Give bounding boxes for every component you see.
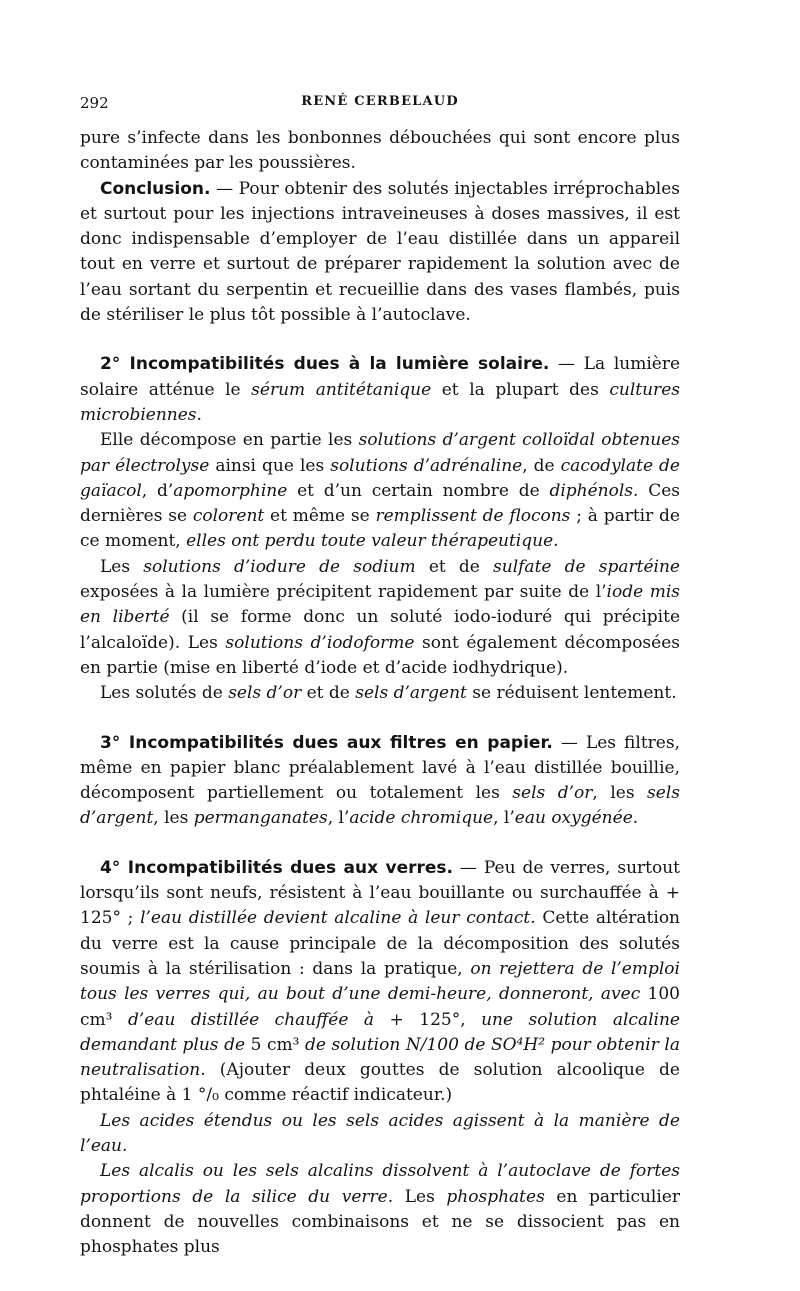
text-run: , de xyxy=(522,455,561,476)
text-run: Les xyxy=(393,1186,447,1207)
text-run: — La lumière solaire atténue le xyxy=(80,354,681,400)
italic-run: sels d’or xyxy=(512,783,593,804)
heading-conclusion: Conclusion. xyxy=(100,178,211,199)
italic-run: Les acides étendus ou les sels acides agissent à la manière de l’eau. xyxy=(80,1110,680,1156)
paragraph-continuation: pure s’infecte dans les bonbonnes débouchées qui sont encore plus contaminées par les poussières. xyxy=(80,128,680,174)
section-4-number: 4° xyxy=(100,857,121,878)
italic-run: solutions d’iodure de sodium xyxy=(143,556,416,577)
text-run: Les solutés de xyxy=(100,683,229,704)
body-text xyxy=(80,126,680,1260)
section-3-heading xyxy=(100,733,553,753)
text-run: — Les filtres, même en papier blanc préalablement lavé à l’eau distillée bouillie, décomposent partiellement ou totalement les xyxy=(80,732,680,804)
italic-run: Les alcalis ou les sels alcalins dissolvent à l’autoclave de fortes proportions de la silice du verre. xyxy=(80,1161,680,1207)
italic-run: iode mis en liberté xyxy=(80,582,680,628)
text-run: , l’ xyxy=(493,808,515,829)
section-2-paragraph-d xyxy=(80,681,680,706)
italic-run: apomorphine xyxy=(173,480,288,501)
italic-run: l’eau distillée devient alcaline à leur contact. xyxy=(140,908,536,929)
conclusion-text: — Pour obtenir des solutés injectables irréprochables et surtout pour les injections intraveineuses à doses massives, il est donc indispensable d’employer de l’eau distillée dans un appareil tout en verre et surtout de préparer rapidement la solution avec de l’eau sortant du serpentin et recueillie dans des vases flambés, puis de stériliser le plus tôt possible à l’autoclave. xyxy=(80,178,680,326)
text-run: se réduisent lentement. xyxy=(466,683,677,704)
italic-run: solutions d’iodoforme xyxy=(225,632,415,653)
section-4-title: Incompatibilités dues aux verres. xyxy=(120,857,453,878)
text-run: Cette altération du verre est la cause principale de la décomposition des solutés soumis à la stérilisation : dans la pratique, xyxy=(80,908,681,979)
text-run: sont également décomposées en partie (mise en liberté d’iode et d’acide iodhydrique). xyxy=(80,632,681,678)
text-run: et la plupart des xyxy=(431,379,610,400)
text-run: Les xyxy=(100,556,144,577)
section-2-title: Incompatibilités dues à la lumière solaire. xyxy=(120,354,550,375)
text-run: 5 cm³ xyxy=(245,1034,305,1055)
italic-run: solutions d’adrénaline xyxy=(330,455,523,476)
italic-run: eau oxygénée. xyxy=(514,808,639,829)
page-number: 292 xyxy=(80,94,109,112)
text-run: en particulier donnent de nouvelles combinaisons et ne se dissocient pas en phosphates plus xyxy=(80,1186,680,1258)
running-head: RENÉ CERBELAUD xyxy=(301,94,459,109)
text-run: , les xyxy=(592,783,648,804)
italic-run: permanganates xyxy=(193,808,328,829)
italic-run: cacodylate de gaïacol xyxy=(80,455,680,501)
italic-run: on rejettera de l’emploi tous les verres qui, au bout d’une demi-heure, donneront, avec xyxy=(80,958,680,1005)
italic-run: d’eau distillée chauffée à xyxy=(127,1009,375,1030)
page-header xyxy=(80,94,680,118)
italic-run: de solution N/100 de SO⁴H² pour obtenir la neutralisation. xyxy=(80,1034,680,1081)
text-run: Elle décompose en partie les xyxy=(100,430,359,451)
text-run: Ces dernières se xyxy=(80,480,681,527)
section-4-paragraph xyxy=(80,856,680,1109)
section-3-paragraph xyxy=(80,731,680,832)
text-run: et même se xyxy=(264,506,376,527)
text-run: — Peu de verres, surtout lorsqu’ils sont neufs, résistent à l’eau bouillante ou surchauffée à + 125° ; xyxy=(80,857,680,929)
italic-run: remplissent de flocons xyxy=(375,506,571,527)
section-4-heading xyxy=(100,858,453,878)
italic-run: sulfate de spartéine xyxy=(493,556,680,577)
italic-run: sérum antitétanique xyxy=(251,379,432,400)
text-run: (il se forme donc un soluté iodo-ioduré qui précipite l’alcaloïde). Les xyxy=(80,607,681,653)
section-2-paragraph-b xyxy=(80,428,680,554)
italic-run: elles ont perdu toute valeur thérapeutique. xyxy=(186,531,559,552)
italic-run: phosphates xyxy=(446,1186,545,1207)
section-2-number: 2° xyxy=(100,354,121,375)
italic-run: une solution alcaline demandant plus de xyxy=(80,1009,680,1055)
text-run: et de xyxy=(415,556,494,577)
text-run: + 125°, xyxy=(374,1009,482,1030)
section-2-heading xyxy=(100,354,549,374)
text-run: ; à partir de ce moment, xyxy=(80,506,680,552)
italic-run: diphénols. xyxy=(549,480,639,501)
section-4-paragraph-c xyxy=(80,1159,680,1260)
text-run: , les xyxy=(153,808,194,829)
text-run: (Ajouter deux gouttes de solution alcoolique de phtaléine à 1 °/₀ comme réactif indicateur.) xyxy=(80,1060,680,1106)
italic-run: solutions d’argent colloïdal obtenues par électrolyse xyxy=(80,430,680,476)
italic-run: cultures microbiennes. xyxy=(80,379,680,425)
section-3-number: 3° xyxy=(100,732,121,753)
text-run: 100 cm³ xyxy=(80,984,680,1030)
italic-run: sels d’or xyxy=(228,683,302,704)
section-2-heading-paragraph xyxy=(80,352,680,428)
text-run: et d’un certain nombre de xyxy=(287,480,550,501)
text-run: , l’ xyxy=(327,808,350,829)
italic-run: colorent xyxy=(192,506,265,527)
text-run: , d’ xyxy=(141,480,174,501)
paragraph-conclusion xyxy=(80,177,680,329)
section-2-paragraph-c xyxy=(80,555,680,681)
italic-run: acide chromique xyxy=(349,808,494,829)
section-3-title: Incompatibilités dues aux filtres en papier. xyxy=(120,732,553,753)
text-run: exposées à la lumière précipitent rapidement par suite de l’ xyxy=(80,582,607,603)
italic-run: sels d’argent xyxy=(80,783,680,829)
section-4-paragraph-b xyxy=(80,1109,680,1160)
italic-run: sels d’argent xyxy=(355,683,467,704)
text-run: et de xyxy=(301,683,356,704)
text-run: ainsi que les xyxy=(209,455,331,476)
